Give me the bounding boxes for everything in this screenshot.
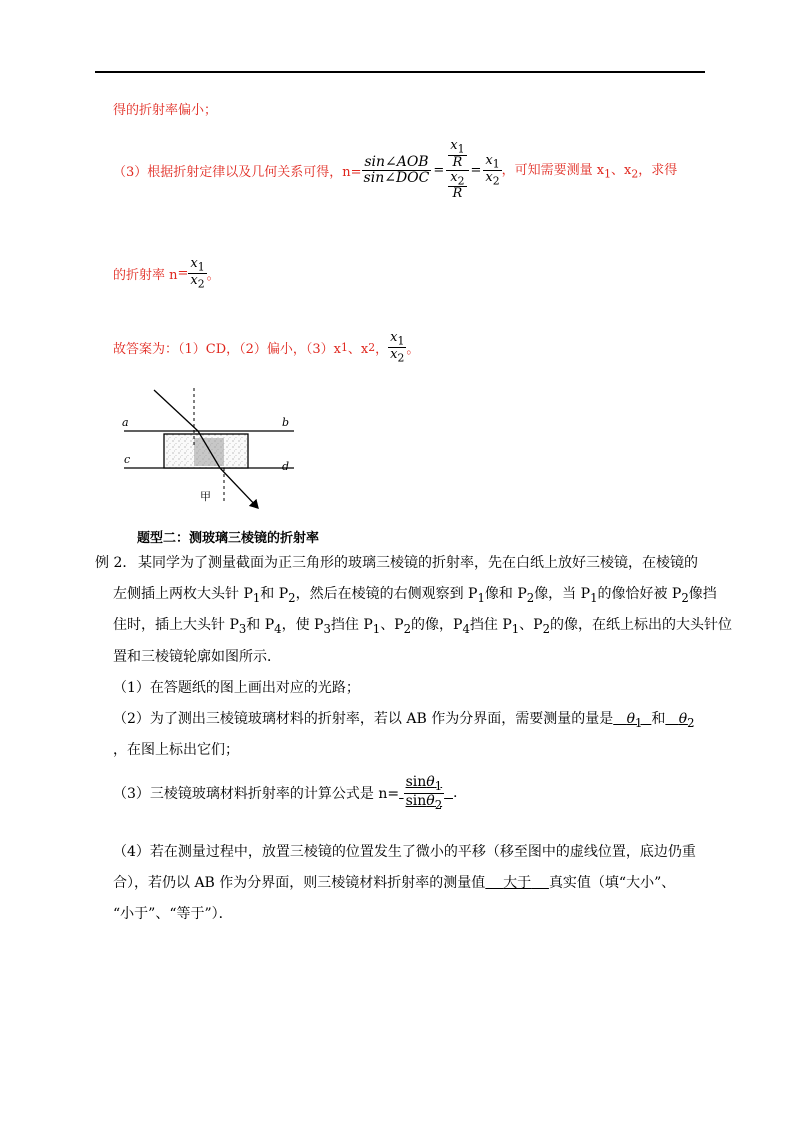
refractive-index-line: 的折射率 n = $\frac{x_1}{x_2}$ 。 bbox=[113, 255, 220, 291]
equals-2: = bbox=[470, 162, 482, 178]
label-b: b bbox=[282, 416, 290, 429]
step3-tail: ，可知需要测量 $x_1$、$x_2$，求得 bbox=[501, 163, 678, 181]
sin-doc: sin∠DOC bbox=[363, 169, 430, 186]
compound-numerator: $\frac{x_1}{R}$ bbox=[446, 139, 468, 171]
problem-line-3: 住时，插上大头针 $P_3$和 $P_4$，使 $P_3$挡住 $P_1$、$P_2$的像，$P_4$挡住 $P_1$、$P_2$的像，在纸上标出的大头针位 bbox=[113, 617, 733, 636]
question-2: （2）为了测出三棱镜玻璃材料的折射率，若以 AB 作为分界面，需要测量的量是 $\theta_1$ 和 $\theta_2$ bbox=[113, 711, 695, 730]
question-4-line-2: 合），若仍以 AB 作为分界面，则三棱镜材料折射率的测量值 大于 真实值（填“大小”、 bbox=[113, 875, 676, 891]
question-2-cont: ，在图上标出它们； bbox=[113, 742, 239, 758]
label-a: a bbox=[122, 416, 129, 429]
answer-greater: 大于 bbox=[503, 875, 532, 891]
answer-line: 故答案为：（1）CD，（2）偏小，（3）x 1 、x 2 ， $\frac{x_1}{x_2}$ 。 bbox=[113, 329, 420, 365]
header-rule bbox=[95, 71, 705, 73]
answer-fraction: $\frac{x_1}{x_2}$ bbox=[390, 329, 405, 365]
question-4-line-1: （4）若在测量过程中，放置三棱镜的位置发生了微小的平移（移至图中的虚线位置，底边仍重 bbox=[113, 844, 696, 860]
n-fraction: $\frac{x_1}{x_2}$ bbox=[190, 255, 205, 291]
sine-ratio-fraction bbox=[362, 155, 432, 185]
section-heading: 题型二：测玻璃三棱镜的折射率 bbox=[137, 531, 320, 546]
slab-dark-region bbox=[194, 438, 224, 466]
equals-1: = bbox=[433, 162, 445, 178]
answer-formula: $\frac{\sin\theta_1}{\sin\theta_2}$ bbox=[405, 774, 443, 812]
figure-caption: 甲 bbox=[200, 490, 211, 503]
sin-aob: sin∠AOB bbox=[364, 153, 429, 170]
x1-over-x2-fraction: $\frac{x_1}{x_2}$ bbox=[485, 152, 500, 188]
incident-ray bbox=[154, 390, 198, 431]
label-d: d bbox=[282, 460, 290, 473]
step3-formula-line bbox=[113, 127, 677, 213]
compound-fraction bbox=[446, 139, 468, 201]
example-label: 例 2． bbox=[95, 555, 137, 571]
text-line-1: 得的折射率偏小； bbox=[113, 103, 218, 118]
label-c: c bbox=[124, 453, 131, 466]
answer-theta2: $\theta_2$ bbox=[678, 711, 695, 730]
problem-line-4: 置和三棱镜轮廓如图所示． bbox=[113, 649, 281, 665]
step3-lead: （3）根据折射定律以及几何关系可得，n= bbox=[113, 164, 362, 180]
answer-theta1: $\theta_1$ bbox=[626, 711, 643, 730]
question-3: （3）三棱镜玻璃材料折射率的计算公式是 n= $\frac{\sin\theta_1}{\sin\theta_2}$ . bbox=[113, 774, 458, 812]
compound-denominator: $\frac{x_2}{R}$ bbox=[450, 169, 465, 202]
emergent-ray bbox=[220, 468, 258, 508]
problem-line-1: 某同学为了测量截面为正三角形的玻璃三棱镜的折射率，先在白纸上放好三棱镜，在棱镜的 bbox=[138, 555, 698, 571]
question-4-line-3: “小于”、“等于”）． bbox=[113, 906, 233, 922]
glass-slab-figure bbox=[112, 386, 302, 518]
problem-line-2: 左侧插上两枚大头针 $P_1$和 $P_2$，然后在棱镜的右侧观察到 $P_1$像和 $P_2$像，当 $P_1$的像恰好被 $P_2$像挡 bbox=[113, 586, 717, 605]
question-1: （1）在答题纸的图上画出对应的光路； bbox=[113, 680, 360, 696]
